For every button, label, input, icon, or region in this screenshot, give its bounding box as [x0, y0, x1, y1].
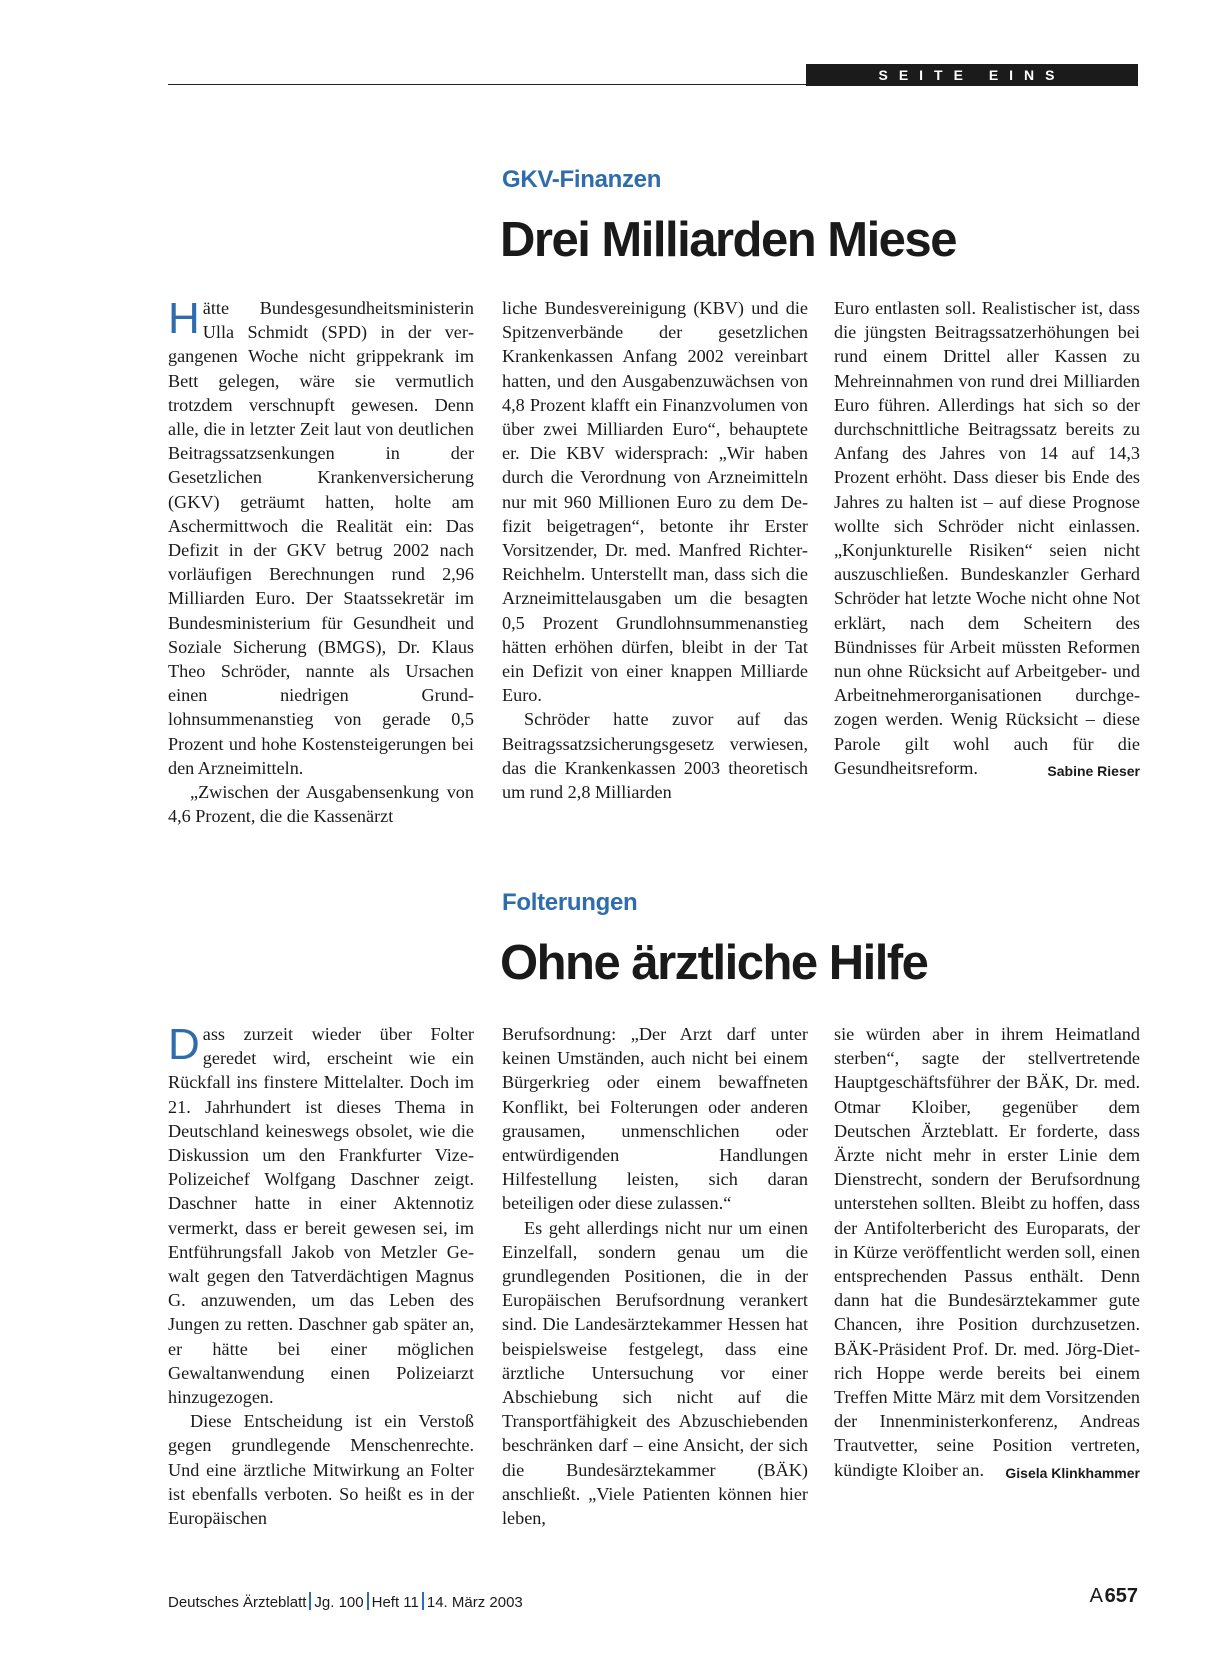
article1-paragraph: [834, 296, 1140, 780]
article1-author: Sabine Rieser: [1047, 762, 1140, 779]
article2-author: Gisela Klinkhammer: [1005, 1464, 1140, 1481]
footer-separator: [367, 1592, 369, 1610]
page-prefix: A: [1089, 1585, 1103, 1607]
page-number: [1090, 1585, 1138, 1608]
journal-volume: Jg. 100: [314, 1594, 364, 1611]
article1-paragraph: [168, 296, 474, 780]
footer-separator: [309, 1592, 311, 1610]
article1-paragraph: Schröder hatte zuvor auf das Beitragssatzsicherungsgesetz verwiesen, das die Krankenkassen 2003 theoretisch um rund 2,8 Milliarden: [502, 709, 808, 803]
article2-paragraph: Berufsordnung: „Der Arzt darf unter keinen Umständen, auch nicht bei einem Bürgerkrieg oder einem bewaffneten Konflikt, bei Folterungen oder anderen grausamen, unmenschlichen oder entwürdigenden Handlungen Hilfestellung leisten, sich daran beteiligen oder diese zulassen.“: [502, 1024, 808, 1214]
journal-issue: Heft 11: [371, 1594, 419, 1611]
article2-paragraph: [168, 1022, 474, 1409]
article2-paragraph: [834, 1022, 1140, 1482]
journal-date: 14. März 2003: [426, 1594, 523, 1611]
article1-column-2: [502, 296, 808, 804]
article2-column-2: [502, 1022, 808, 1530]
article1-kicker: GKV-Finanzen: [502, 166, 662, 193]
paragraph-text: sie würden aber in ihrem Heimatland sterben“, sagte der stellvertretende Hauptgeschäftsführer der BÄK, Dr. med. Otmar Kloiber, gegenüber dem Deutschen Ärzteblatt. Er forderte, dass Ärzte nicht mehr in erster Linie dem Dienstrecht, sondern der Berufsordnung unterstehen sollten. Bleibt zu hoffen, dass der Antifolterbericht des Europarats, der in Kürze veröffentlicht werden soll, einen entsprechenden Passus enthält. Denn dann hat die Bundesärztekammer gute Chancen, ihre Position durchzusetzen. BÄK-Präsident Prof. Dr. med. Jörg-Dietrich Hoppe werde bereits bei einem Treffen Mitte März mit dem Vorsitzenden der Innenministerkonferenz, Andreas Trautvetter, seine Position vertreten, kündigte Kloiber an.: [834, 1024, 1140, 1480]
dropcap: D: [168, 1020, 200, 1069]
article2-column-1: [168, 1022, 474, 1530]
journal-name: Deutsches Ärzteblatt: [168, 1594, 307, 1611]
article1-paragraph: liche Bundesvereinigung (KBV) und die Spitzenverbände der gesetzlichen Krankenkassen Anfang 2002 vereinbart hatten, und den Ausgabenzuwächsen von 4,8 Prozent klafft ein Finanzvolumen von über zwei Milliarden Euro“, behauptete er. Die KBV widersprach: „Wir haben durch die Verordnung von Arzneimitteln nur mit 960 Millionen Euro zu dem Defizit beigetragen“, betonte ihr Erster Vorsitzender, Dr. med. Manfred Richter-Reichhelm. Unterstellt man, dass sich die Arzneimittelausgaben um die besagten 0,5 Prozent Grundlohnsummenanstieg hätten erhöhen dürfen, bleibt in der Tat ein Defizit von einer knappen Milliarde Euro.: [502, 298, 808, 706]
dropcap: H: [168, 294, 200, 343]
article2-paragraph: Diese Entscheidung ist ein Verstoß gegen grundlegende Menschenrechte. Und eine ärztliche Mitwirkung an Folter ist ebenfalls verboten. So heißt es in der Europäischen: [168, 1411, 474, 1529]
page-footer: [168, 1592, 523, 1611]
article2-kicker: Folterungen: [502, 889, 638, 916]
article2-headline: Ohne ärztliche Hilfe: [500, 936, 928, 990]
article2-column-3: [834, 1022, 1140, 1485]
section-tab: SEITE EINS: [806, 64, 1138, 86]
article2-paragraph: Es geht allerdings nicht nur um einen Einzelfall, sondern genau um die grundlegenden Positionen, die in der Europäischen Berufsordnung verankert sind. Die Landesärztekammer Hessen hat beispielsweise festgelegt, dass eine ärztliche Untersuchung vor einer Abschiebung sich nicht auf die Transportfähigkeit des Abzuschiebenden beschränken darf – eine Ansicht, der sich die Bundesärztekammer (BÄK) anschließt. „Viele Patienten können hier leben,: [502, 1217, 808, 1529]
paragraph-text: ätte Bundesgesundheitsministerin Ulla Schmidt (SPD) in der vergangenen Woche nicht grippekrank im Bett gelegen, wäre sie vermutlich trotzdem verschnupft gewesen. Denn alle, die in letzter Zeit laut von deutlichen Beitragssatzsenkungen in der Gesetzlichen Krankenversicherung (GKV) geträumt hatten, holte am Aschermittwoch die Realität ein: Das Defizit in der GKV betrug 2002 nach vorläufigen Berechnungen rund 2,96 Milliarden Euro. Der Staatssekretär im Bundesministerium für Gesundheit und Soziale Sicherung (BMGS), Dr. Klaus Theo Schröder, nannte als Ursachen einen niedrigen Grundlohnsummenanstieg von gerade 0,5 Prozent und hohe Kostensteigerungen bei den Arzneimitteln.: [168, 298, 474, 778]
article1-headline: Drei Milliarden Miese: [500, 213, 956, 267]
paragraph-text: Euro entlasten soll. Realistischer ist, dass die jüngsten Beitragssatzerhöhungen bei rund einem Drittel aller Kassen zu Mehreinnahmen von rund drei Milliarden Euro führen. Allerdings hat sich so der durchschnittliche Beitragssatz bereits zu Anfang des Jahres von 14 auf 14,3 Prozent erhöht. Dass dieser bis Ende des Jahres zu halten ist – auf diese Prognose wollte sich Schröder nicht einlassen. „Konjunkturelle Risiken“ seien nicht auszuschließen. Bundeskanzler Gerhard Schröder hat letzte Woche nicht ohne Not erklärt, nach dem Scheitern des Bündnisses für Arbeit müssten Reformen nun ohne Rücksicht auf Arbeitgeber- und Arbeitnehmerorganisationen durchgezogen werden. Wenig Rücksicht – diese Parole gilt wohl auch für die Gesundheitsreform.: [834, 298, 1140, 778]
article1-column-1: [168, 296, 474, 828]
page-number-value: 657: [1104, 1585, 1138, 1607]
article1-paragraph: „Zwischen der Ausgabensenkung von 4,6 Prozent, die die Kassenärzt: [168, 782, 474, 827]
footer-separator: [422, 1592, 424, 1610]
paragraph-text: ass zurzeit wieder über Folter geredet wird, erscheint wie ein Rückfall ins finstere Mittelalter. Doch im 21. Jahrhundert ist dieses Thema in Deutschland keineswegs obsolet, wie die Diskussion um den Frankfurter Vize-Polizeichef Wolfgang Daschner zeigt. Daschner hatte in einer Aktennotiz vermerkt, dass er bereit gewesen sei, im Entführungsfall Jakob von Metzler Gewalt gegen den Tatverdächtigen Magnus G. anzuwenden, um das Leben des Jungen zu retten. Daschner gab später an, er hätte bei einer möglichen Gewaltanwendung einen Polizeiarzt hinzugezogen.: [168, 1024, 474, 1408]
article1-column-3: [834, 296, 1140, 783]
